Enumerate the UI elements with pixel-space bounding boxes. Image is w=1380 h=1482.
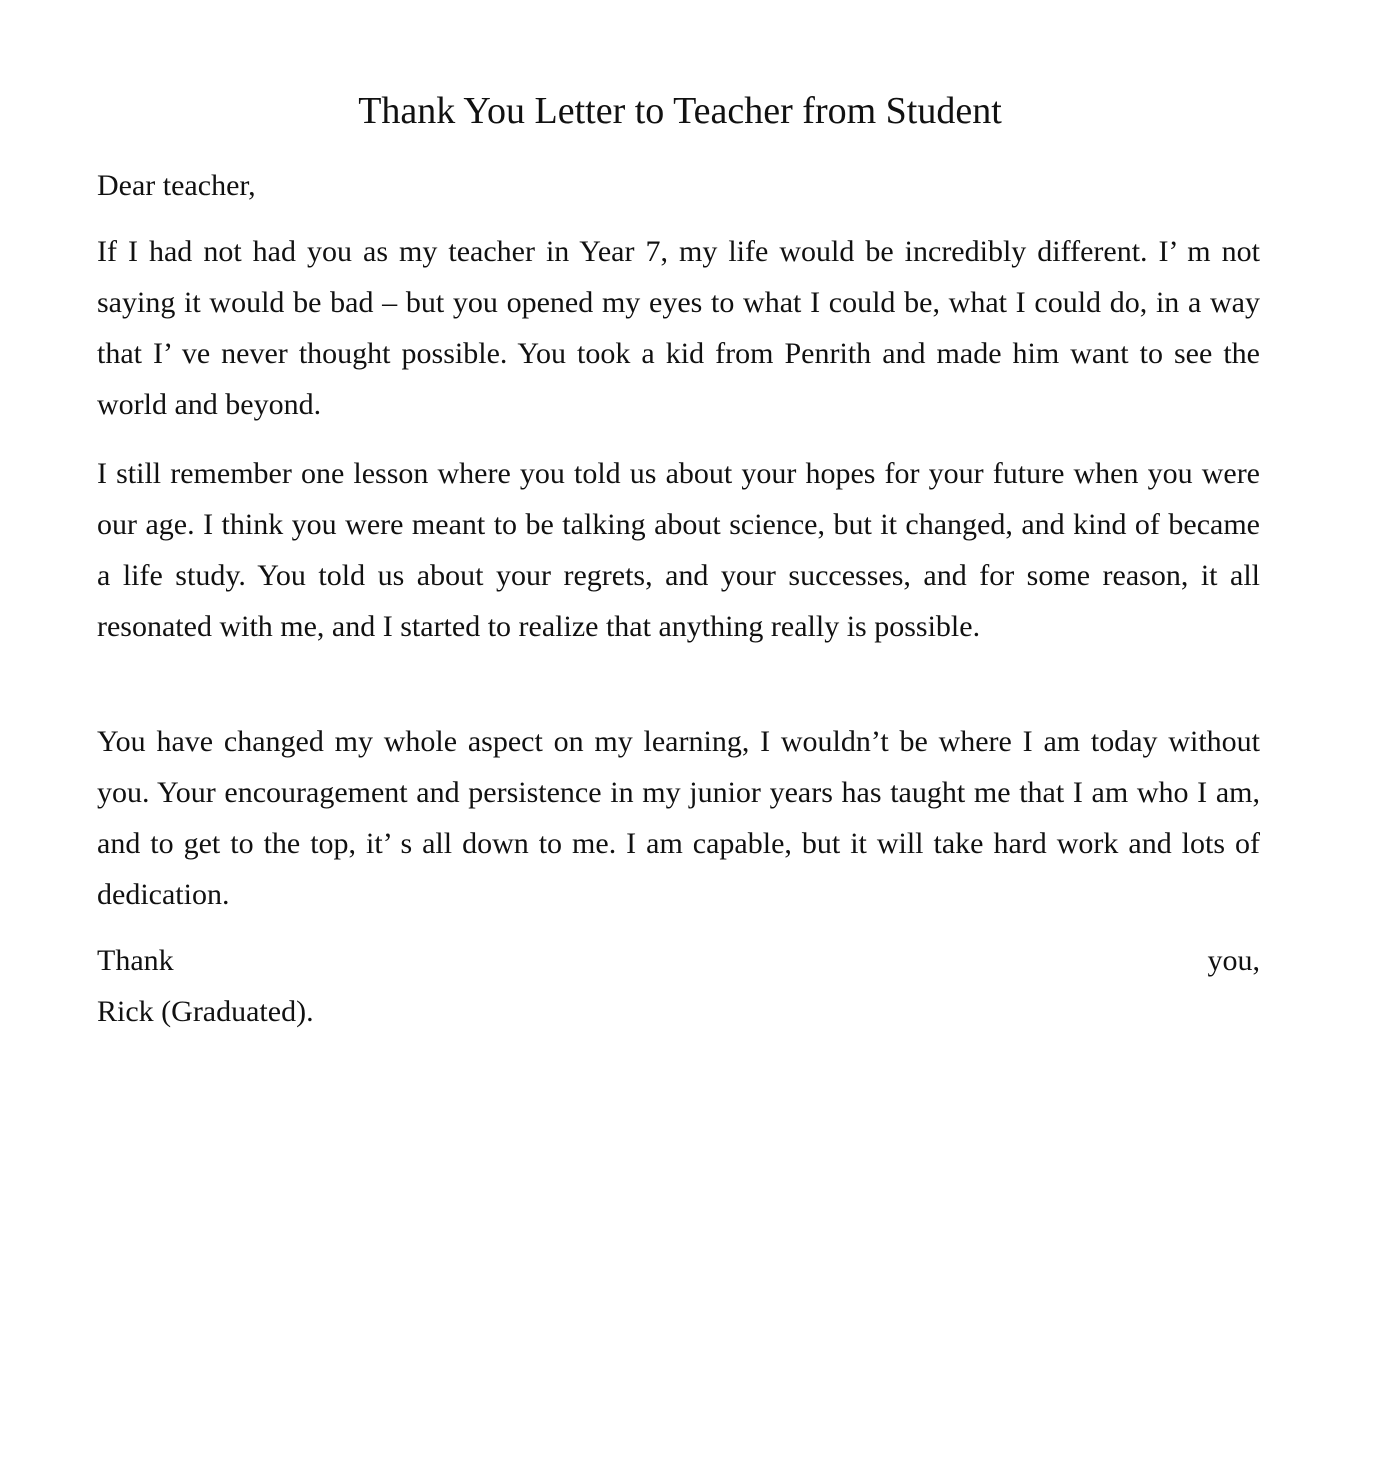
salutation: Dear teacher, — [97, 169, 256, 202]
signature: Rick (Graduated). — [97, 995, 314, 1028]
paragraph-3: You have changed my whole aspect on my learning, I wouldn’t be where I am today without you. Your encouragement and persistence in my junior years has taught me that I am who I am, and to get to the top, it’ s all down to me. I am capable, but it will take hard work and lots of dedication. — [97, 725, 1260, 911]
closing-word-left: Thank — [97, 944, 174, 977]
paragraph-2: I still remember one lesson where you told us about your hopes for your future when you were our age. I think you were meant to be talking about science, but it changed, and kind of became a life study. You told us about your regrets, and your successes, and for some reason, it all resonated with me, and I started to realize that anything really is possible. — [97, 457, 1260, 643]
letter-title: Thank You Letter to Teacher from Student — [358, 90, 1002, 132]
closing-line — [97, 935, 1260, 986]
closing-word-right: you, — [1207, 944, 1260, 977]
paragraph-1: If I had not had you as my teacher in Year 7, my life would be incredibly different. I’ m not saying it would be bad – but you opened my eyes to what I could be, what I could do, in a way that I’ ve never thought possible. You took a kid from Penrith and made him want to see the world and beyond. — [97, 235, 1260, 421]
